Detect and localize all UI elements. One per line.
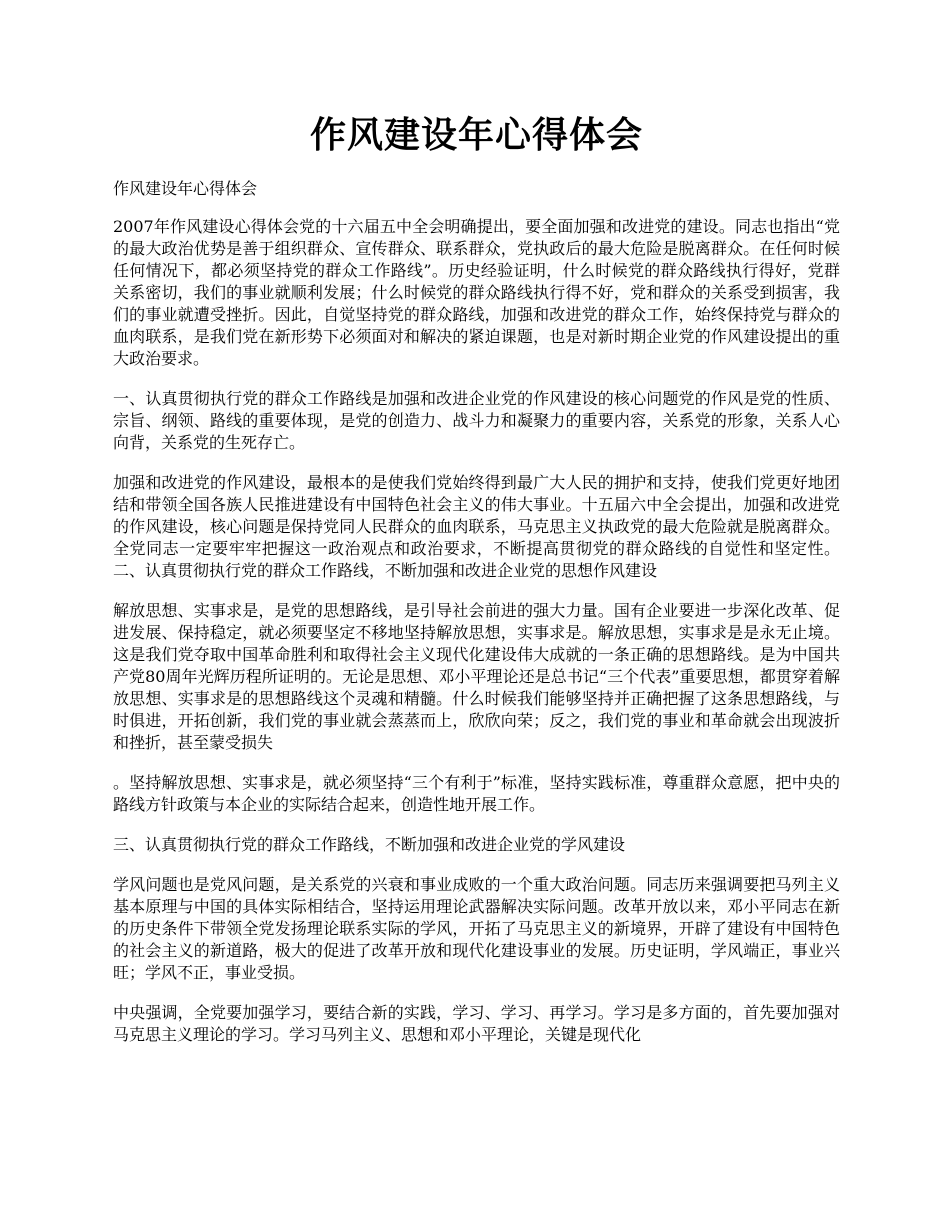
document-title: 作风建设年心得体会 [309, 114, 643, 156]
paragraph-section-one: 一、认真贯彻执行党的群众工作路线是加强和改进企业党的作风建设的核心问题党的作风是党的性质、宗旨、纲领、路线的重要体现，是党的创造力、战斗力和凝聚力的重要内容，关系党的形象，关系人心向背，关系党的生死存亡。 [113, 389, 840, 452]
paragraph-study-style: 学风问题也是党风问题，是关系党的兴衰和事业成败的一个重大政治问题。同志历来强调要把马列主义基本原理与中国的具体实际相结合，坚持运用理论武器解决实际问题。改革开放以来，邓小平同志在新的历史条件下带领全党发扬理论联系实际的学风，开拓了马克思主义的新境界，开辟了建设有中国特色的社会主义的新道路，极大的促进了改革开放和现代化建设事业的发展。历史证明，学风端正，事业兴旺；学风不正，事业受损。 [113, 875, 840, 982]
paragraph-intro: 2007年作风建设心得体会党的十六届五中全会明确提出，要全面加强和改进党的建设。同志也指出“党的最大政治优势是善于组织群众、宣传群众、联系群众，党执政后的最大危险是脱离群众。在任何时候任何情况下，都必须坚持党的群众工作路线”。历史经验证明，什么时候党的群众路线执行得好，党群关系密切，我们的事业就顺利发展；什么时候党的群众路线执行得不好，党和群众的关系受到损害，我们的事业就遭受挫折。因此，自觉坚持党的群众路线，加强和改进党的群众工作，始终保持党与群众的血肉联系，是我们党在新形势下必须面对和解决的紧迫课题，也是对新时期企业党的作风建设提出的重大政治要求。 [113, 217, 840, 368]
document-page [113, 108, 840, 1064]
paragraph-central-study: 中央强调，全党要加强学习，要结合新的实践，学习、学习、再学习。学习是多方面的，首先要加强对马克思主义理论的学习。学习马列主义、思想和邓小平理论，关键是现代化 [113, 1003, 840, 1044]
paragraph-section-three: 三、认真贯彻执行党的群众工作路线，不断加强和改进企业党的学风建设 [113, 835, 626, 854]
paragraph-three-benefits: 。坚持解放思想、实事求是，就必须坚持“三个有利于”标准，坚持实践标准，尊重群众意愿，把中央的路线方针政策与本企业的实际结合起来，创造性地开展工作。 [113, 773, 840, 814]
paragraph-emancipation: 解放思想、实事求是，是党的思想路线，是引导社会前进的强大力量。国有企业要进一步深化改革、促进发展、保持稳定，就必须要坚定不移地坚持解放思想，实事求是。解放思想，实事求是是永无止境。这是我们党夺取中国革命胜利和取得社会主义现代化建设伟大成就的一条正确的思想路线。是为中国共产党80周年光辉历程所证明的。无论是思想、邓小平理论还是总书记“三个代表”重要思想，都贯穿着解放思想、实事求是的思想路线这个灵魂和精髓。什么时候我们能够坚持并正确把握了这条思想路线，与时俱进，开拓创新，我们党的事业就会蒸蒸而上，欣欣向荣；反之，我们党的事业和革命就会出现波折和挫折，甚至蒙受损失 [113, 601, 840, 752]
document-subtitle: 作风建设年心得体会 [113, 179, 258, 198]
paragraph-style-building: 加强和改进党的作风建设，最根本的是使我们党始终得到最广大人民的拥护和支持，使我们党更好地团结和带领全国各族人民推进建设有中国特色社会主义的伟大事业。十五届六中全会提出，加强和改进党的作风建设，核心问题是保持党同人民群众的血肉联系，马克思主义执政党的最大危险就是脱离群众。全党同志一定要牢牢把握这一政治观点和政治要求，不断提高贯彻党的群众路线的自觉性和坚定性。二、认真贯彻执行党的群众工作路线，不断加强和改进企业党的思想作风建设 [113, 473, 840, 580]
